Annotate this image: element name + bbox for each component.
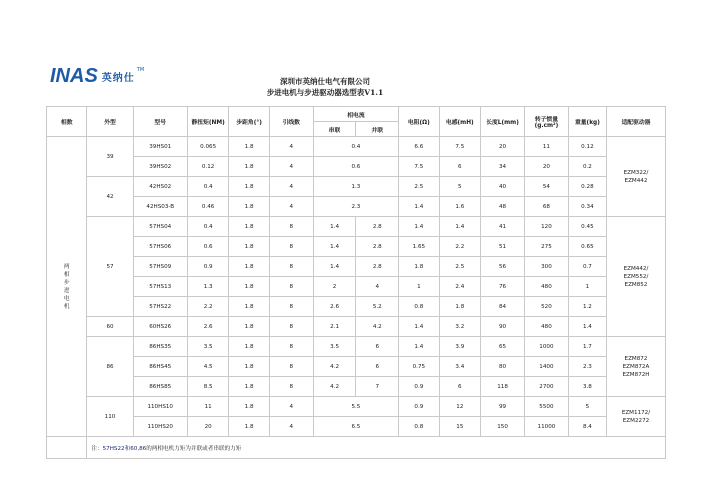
phase-char: 步 [63, 279, 70, 286]
parallel-current-cell: 4 [356, 277, 399, 297]
torque-cell: 0.4 [187, 177, 229, 197]
company-title: 深圳市英纳仕电气有限公司 [280, 77, 370, 86]
torque-cell: 0.065 [187, 137, 229, 157]
torque-cell: 3.5 [187, 337, 229, 357]
leads-cell: 4 [269, 157, 313, 177]
current-cell: 5.5 [313, 397, 398, 417]
torque-cell: 0.6 [187, 237, 229, 257]
table-row [47, 317, 666, 337]
inertia-cell: 275 [524, 237, 568, 257]
length-cell: 34 [481, 157, 525, 177]
leads-cell: 8 [269, 277, 313, 297]
table-row [47, 397, 666, 417]
weight-cell: 5 [568, 397, 606, 417]
parallel-current-cell: 2.8 [356, 217, 399, 237]
series-current-cell: 2 [313, 277, 356, 297]
inductance-cell: 6 [439, 377, 481, 397]
step-cell: 1.8 [229, 237, 269, 257]
leads-cell: 4 [269, 137, 313, 157]
phase-char: 进 [63, 287, 70, 294]
torque-cell: 4.5 [187, 357, 229, 377]
phase-char: 相 [63, 271, 70, 278]
step-cell: 1.8 [229, 397, 269, 417]
length-cell: 118 [481, 377, 525, 397]
table-row [47, 217, 666, 237]
document-titles [0, 76, 650, 98]
frame-cell: 42 [87, 177, 133, 217]
header-resistance: 电阻(Ω) [399, 107, 439, 137]
model-cell: 39HS02 [133, 157, 187, 177]
leads-cell: 4 [269, 397, 313, 417]
table-row [47, 277, 666, 297]
weight-cell: 0.65 [568, 237, 606, 257]
weight-cell: 1.2 [568, 297, 606, 317]
leads-cell: 4 [269, 417, 313, 437]
weight-cell: 1.7 [568, 337, 606, 357]
resistance-cell: 0.8 [399, 417, 439, 437]
step-cell: 1.8 [229, 317, 269, 337]
inertia-cell: 1000 [524, 337, 568, 357]
resistance-cell: 1.8 [399, 257, 439, 277]
inductance-cell: 3.9 [439, 337, 481, 357]
driver-cell [606, 397, 665, 437]
length-cell: 48 [481, 197, 525, 217]
inertia-cell: 300 [524, 257, 568, 277]
table-row [47, 257, 666, 277]
phase-char: 电 [63, 295, 70, 302]
model-cell: 60HS26 [133, 317, 187, 337]
current-cell: 0.4 [313, 137, 398, 157]
driver-model: EZM872A [622, 363, 650, 370]
inductance-cell: 7.5 [439, 137, 481, 157]
header-leads: 引线数 [269, 107, 313, 137]
series-current-cell: 1.4 [313, 257, 356, 277]
table-row [47, 377, 666, 397]
length-cell: 80 [481, 357, 525, 377]
step-cell: 1.8 [229, 257, 269, 277]
spec-table [46, 106, 666, 459]
series-current-cell: 3.5 [313, 337, 356, 357]
inertia-cell: 480 [524, 317, 568, 337]
model-cell: 42HS03-B [133, 197, 187, 217]
length-cell: 76 [481, 277, 525, 297]
model-cell: 57HS22 [133, 297, 187, 317]
resistance-cell: 0.9 [399, 377, 439, 397]
weight-cell: 0.7 [568, 257, 606, 277]
series-current-cell: 1.4 [313, 217, 356, 237]
model-cell: 110HS10 [133, 397, 187, 417]
parallel-current-cell: 4.2 [356, 317, 399, 337]
inertia-cell: 520 [524, 297, 568, 317]
inertia-cell: 54 [524, 177, 568, 197]
length-cell: 56 [481, 257, 525, 277]
table-row [47, 357, 666, 377]
inertia-cell: 120 [524, 217, 568, 237]
model-cell: 110HS20 [133, 417, 187, 437]
length-cell: 65 [481, 337, 525, 357]
resistance-cell: 6.6 [399, 137, 439, 157]
header-series: 串联 [313, 122, 356, 137]
current-cell: 0.6 [313, 157, 398, 177]
resistance-cell: 0.8 [399, 297, 439, 317]
parallel-current-cell: 2.8 [356, 257, 399, 277]
resistance-cell: 2.5 [399, 177, 439, 197]
parallel-current-cell: 6 [356, 357, 399, 377]
weight-cell: 0.34 [568, 197, 606, 217]
header-phase-current: 相电流 [313, 107, 398, 122]
step-cell: 1.8 [229, 177, 269, 197]
step-cell: 1.8 [229, 357, 269, 377]
header-parallel: 并联 [356, 122, 399, 137]
table-row [47, 337, 666, 357]
frame-cell: 86 [87, 337, 133, 397]
inductance-cell: 2.2 [439, 237, 481, 257]
header-torque: 静扭矩(NM) [187, 107, 229, 137]
series-current-cell: 2.1 [313, 317, 356, 337]
inductance-cell: 2.4 [439, 277, 481, 297]
frame-cell: 110 [87, 397, 133, 437]
length-cell: 84 [481, 297, 525, 317]
inductance-cell: 12 [439, 397, 481, 417]
driver-model: EZM442/ [623, 265, 649, 272]
length-cell: 40 [481, 177, 525, 197]
step-cell: 1.8 [229, 217, 269, 237]
driver-model: EZM2272 [622, 417, 650, 424]
header-length: 长度L(mm) [481, 107, 525, 137]
header-inertia [524, 107, 568, 137]
model-cell: 57HS06 [133, 237, 187, 257]
torque-cell: 0.12 [187, 157, 229, 177]
leads-cell: 8 [269, 357, 313, 377]
resistance-cell: 7.5 [399, 157, 439, 177]
model-cell: 42HS02 [133, 177, 187, 197]
header-inductance: 电感(mH) [439, 107, 481, 137]
header-driver: 适配驱动器 [606, 107, 665, 137]
header-model: 型号 [133, 107, 187, 137]
note-prefix: 注： [91, 445, 103, 452]
note-spacer [47, 437, 87, 459]
torque-cell: 2.2 [187, 297, 229, 317]
current-cell: 2.3 [313, 197, 398, 217]
header-frame: 外型 [87, 107, 133, 137]
driver-model: EZM322/ [623, 169, 649, 176]
parallel-current-cell: 6 [356, 337, 399, 357]
torque-cell: 1.3 [187, 277, 229, 297]
table-row [47, 237, 666, 257]
length-cell: 20 [481, 137, 525, 157]
table-row [47, 297, 666, 317]
inertia-cell: 480 [524, 277, 568, 297]
resistance-cell: 1.4 [399, 317, 439, 337]
inductance-cell: 2.5 [439, 257, 481, 277]
parallel-current-cell: 2.8 [356, 237, 399, 257]
weight-cell: 0.28 [568, 177, 606, 197]
series-current-cell: 1.4 [313, 237, 356, 257]
torque-cell: 2.6 [187, 317, 229, 337]
step-cell: 1.8 [229, 337, 269, 357]
driver-cell [606, 337, 665, 397]
logo-chinese: 英纳仕 [101, 73, 135, 84]
frame-cell: 57 [87, 217, 133, 317]
inductance-cell: 5 [439, 177, 481, 197]
driver-model: EZM852 [624, 281, 648, 288]
step-cell: 1.8 [229, 157, 269, 177]
weight-cell: 3.8 [568, 377, 606, 397]
length-cell: 99 [481, 397, 525, 417]
driver-model: EZM872H [622, 371, 650, 378]
driver-model: EZM442 [624, 177, 648, 184]
table-row [47, 197, 666, 217]
step-cell: 1.8 [229, 197, 269, 217]
resistance-cell: 0.75 [399, 357, 439, 377]
inertia-cell: 11 [524, 137, 568, 157]
resistance-cell: 0.9 [399, 397, 439, 417]
current-cell: 6.5 [313, 417, 398, 437]
spec-sheet [46, 106, 666, 452]
driver-model: EZM552/ [623, 273, 649, 280]
header-weight: 重量(kg) [568, 107, 606, 137]
driver-model: EZM1172/ [621, 409, 651, 416]
leads-cell: 8 [269, 217, 313, 237]
inertia-cell: 1400 [524, 357, 568, 377]
inductance-cell: 6 [439, 157, 481, 177]
step-cell: 1.8 [229, 277, 269, 297]
table-row [47, 137, 666, 157]
phase-char: 两 [63, 263, 70, 270]
phase-cell [47, 137, 87, 437]
table-row [47, 157, 666, 177]
torque-cell: 0.4 [187, 217, 229, 237]
torque-cell: 20 [187, 417, 229, 437]
leads-cell: 8 [269, 237, 313, 257]
logo-latin: INAS [50, 65, 98, 87]
weight-cell: 0.45 [568, 217, 606, 237]
phase-char: 机 [63, 303, 70, 310]
inductance-cell: 3.2 [439, 317, 481, 337]
inertia-cell: 5500 [524, 397, 568, 417]
torque-cell: 0.9 [187, 257, 229, 277]
length-cell: 150 [481, 417, 525, 437]
torque-cell: 0.46 [187, 197, 229, 217]
series-current-cell: 2.6 [313, 297, 356, 317]
torque-cell: 11 [187, 397, 229, 417]
resistance-cell: 1.4 [399, 197, 439, 217]
length-cell: 41 [481, 217, 525, 237]
current-cell: 1.3 [313, 177, 398, 197]
inductance-cell: 1.4 [439, 217, 481, 237]
series-current-cell: 4.2 [313, 377, 356, 397]
parallel-current-cell: 5.2 [356, 297, 399, 317]
inductance-cell: 1.8 [439, 297, 481, 317]
header-phase: 相数 [47, 107, 87, 137]
driver-cell [606, 217, 665, 337]
header-step-angle: 步距角(°) [229, 107, 269, 137]
inertia-cell: 68 [524, 197, 568, 217]
model-cell: 39HS01 [133, 137, 187, 157]
model-cell: 86HS45 [133, 357, 187, 377]
model-cell: 86HS35 [133, 337, 187, 357]
leads-cell: 4 [269, 197, 313, 217]
weight-cell: 0.12 [568, 137, 606, 157]
resistance-cell: 1 [399, 277, 439, 297]
model-cell: 57HS04 [133, 217, 187, 237]
note-highlight: 57HS22和60,86 [102, 445, 147, 452]
frame-cell: 60 [87, 317, 133, 337]
length-cell: 90 [481, 317, 525, 337]
model-cell: 57HS09 [133, 257, 187, 277]
table-row [47, 417, 666, 437]
weight-cell: 1 [568, 277, 606, 297]
inertia-cell: 20 [524, 157, 568, 177]
driver-cell [606, 137, 665, 217]
leads-cell: 4 [269, 177, 313, 197]
step-cell: 1.8 [229, 417, 269, 437]
model-cell: 86HS85 [133, 377, 187, 397]
torque-cell: 8.5 [187, 377, 229, 397]
leads-cell: 8 [269, 337, 313, 357]
inertia-cell: 2700 [524, 377, 568, 397]
resistance-cell: 1.65 [399, 237, 439, 257]
inductance-cell: 1.6 [439, 197, 481, 217]
step-cell: 1.8 [229, 377, 269, 397]
leads-cell: 8 [269, 377, 313, 397]
inductance-cell: 3.4 [439, 357, 481, 377]
note-suffix: 的两相电机力矩为并联或者串联的力矩 [146, 445, 242, 452]
resistance-cell: 1.4 [399, 217, 439, 237]
weight-cell: 8.4 [568, 417, 606, 437]
weight-cell: 1.4 [568, 317, 606, 337]
inertia-cell: 11000 [524, 417, 568, 437]
step-cell: 1.8 [229, 137, 269, 157]
note-row [47, 437, 666, 459]
logo-trademark: TM [136, 67, 145, 73]
weight-cell: 2.3 [568, 357, 606, 377]
resistance-cell: 1.4 [399, 337, 439, 357]
weight-cell: 0.2 [568, 157, 606, 177]
model-cell: 57HS13 [133, 277, 187, 297]
header-inertia-unit: (g.cm²) [534, 123, 559, 129]
header-inertia-label: 转子惯量 [534, 117, 559, 123]
inductance-cell: 15 [439, 417, 481, 437]
parallel-current-cell: 7 [356, 377, 399, 397]
footnote [87, 437, 666, 459]
leads-cell: 8 [269, 257, 313, 277]
leads-cell: 8 [269, 317, 313, 337]
table-body [47, 137, 666, 459]
document-title: 步进电机与步进驱动器选型表V1.1 [266, 88, 384, 97]
series-current-cell: 4.2 [313, 357, 356, 377]
leads-cell: 8 [269, 297, 313, 317]
table-row [47, 177, 666, 197]
frame-cell: 39 [87, 137, 133, 177]
driver-model: EZM872 [624, 355, 648, 362]
table-header [47, 107, 666, 137]
step-cell: 1.8 [229, 297, 269, 317]
length-cell: 51 [481, 237, 525, 257]
